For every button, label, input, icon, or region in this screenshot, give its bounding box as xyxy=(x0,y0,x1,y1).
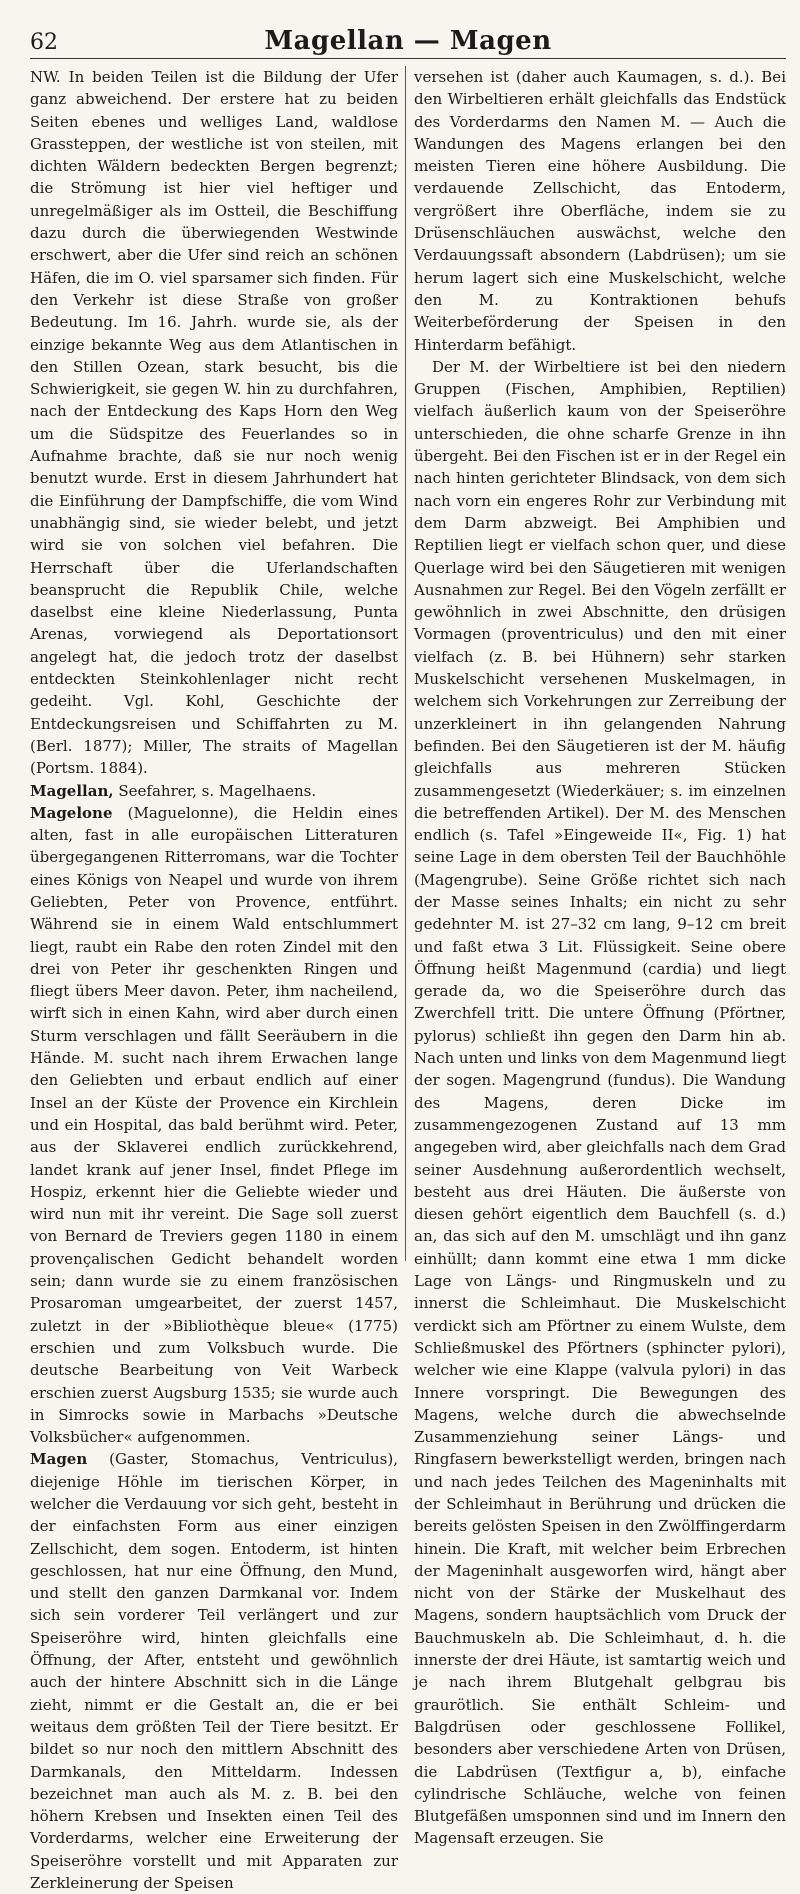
page-number: 62 xyxy=(30,30,58,55)
headword-magen: Magen xyxy=(30,1450,88,1469)
entry-magen xyxy=(30,1448,398,1894)
continued-paragraph: NW. In beiden Teilen ist die Bildung der Ufer ganz abweichend. Der erstere hat zu beiden Seiten ebenes und welliges Land, waldlose Grassteppen, der westliche ist von steilen, mit dichten Wäldern bedeckten Bergen begrenzt; die Strömung ist hier viel heftiger und unregelmäßiger als im Ostteil, die Beschiffung dazu durch die überwiegenden Westwinde erschwert, aber die Ufer sind reich an schönen Häfen, die im O. viel sparsamer sich finden. Für den Verkehr ist diese Straße von großer Bedeutung. Im 16. Jahrh. wurde sie, als der einzige bekannte Weg aus dem Atlantischen in den Stillen Ozean, stark besucht, bis die Schwierigkeit, sie gegen W. hin zu durchfahren, nach der Entdeckung des Kaps Horn den Weg um die Südspitze des Feuerlandes so in Aufnahme brachte, daß sie nur noch wenig benutzt wurde. Erst in diesem Jahrhundert hat die Einführung der Dampfschiffe, die vom Wind unabhängig sind, sie wieder belebt, und jetzt wird sie von solchen viel befahren. Die Herrschaft über die Uferlandschaften beansprucht die Republik Chile, welche daselbst eine kleine Niederlassung, Punta Arenas, vorwiegend als Deportationsort angelegt hat, die jedoch trotz der daselbst entdeckten Steinkohlenlager nicht recht gedeiht. Vgl. Kohl, Geschichte der Entdeckungsreisen und Schiffahrten zu M. (Berl. 1877); Miller, The straits of Magellan (Portsm. 1884). xyxy=(30,68,398,778)
entry-text-magellan: Seefahrer, s. Magelhaens. xyxy=(113,781,317,800)
running-head: Magellan — Magen xyxy=(264,26,552,56)
entry-text-magelone: (Maguelonne), die Heldin eines alten, fast in alle europäischen Litteraturen übergegangenen Ritterromans, war die Tochter eines Königs von Neapel und wurde von ihrem Geliebten, Peter von Provence, entführt. Während sie in einem Wald entschlummert liegt, raubt ein Rabe den roten Zindel mit den drei von Peter ihr geschenkten Ringen und fliegt übers Meer davon. Peter, ihm nacheilend, wirft sich in einen Kahn, wird aber durch einen Sturm verschlagen und fällt Seeräubern in die Hände. M. sucht nach ihrem Erwachen lange den Geliebten und erbaut endlich auf einer Insel an der Küste der Provence ein Kirchlein und ein Hospital, das bald berühmt wird. Peter, aus der Sklaverei endlich zurückkehrend, landet krank auf jener Insel, findet Pflege im Hospiz, erkennt hier die Geliebte wieder und wird nun mit ihr vereint. Die Sage soll zuerst von Bernard de Treviers gegen 1180 in einem provençalischen Gedicht behandelt worden sein; dann wurde sie zu einem französischen Prosaroman umgearbeitet, der zuerst 1457, zuletzt in der »Bibliothèque bleue« (1775) erschien und zum Volksbuch wurde. Die deutsche Bearbeitung von Veit Warbeck erschien zuerst Augsburg 1535; sie wurde auch in Simrocks sowie in Marbachs »Deutsche Volksbücher« aufgenommen. xyxy=(30,803,398,1447)
headword-magelone: Magelone xyxy=(30,803,113,822)
entry-magelone xyxy=(30,802,398,1449)
left-column xyxy=(30,66,398,1893)
page-header xyxy=(30,18,786,59)
column-divider xyxy=(405,66,406,1261)
entry-magellan xyxy=(30,780,398,802)
entry-text-magen: (Gaster, Stomachus, Ventriculus), diejenige Höhle im tierischen Körper, in welcher die Verdauung vor sich geht, besteht in der einfachsten Form aus einer einzigen Zellschicht, dem sogen. Entoderm, ist hinten geschlossen, hat nur eine Öffnung, den Mund, und stellt den ganzen Darmkanal vor. Indem sich sein vorderer Teil verlängert und zur Speiseröhre wird, hinten gleichfalls eine Öffnung, der After, entsteht und gewöhnlich auch der hintere Abschnitt sich in die Länge zieht, nimmt er die Gestalt an, die er bei weitaus dem größten Teil der Tiere besitzt. Er bildet so nur noch den mittlern Abschnitt des Darmkanals, den Mitteldarm. Indessen bezeichnet man auch als M. z. B. bei den höhern Krebsen und Insekten einen Teil des Vorderdarms, welcher eine Erweiterung der Speiseröhre vorstellt und mit Apparaten zur Zerkleinerung der Speisen xyxy=(30,1450,398,1893)
right-column xyxy=(414,66,786,1848)
headword-magellan: Magellan, xyxy=(30,781,114,800)
paragraph-wirbeltiere: Der M. der Wirbeltiere ist bei den niedern Gruppen (Fischen, Amphibien, Reptilien) vielfach äußerlich kaum von der Speiseröhre unterschieden, die ohne scharfe Grenze in ihn übergeht. Bei den Fischen ist er in der Regel ein nach hinten gerichteter Blindsack, von dem sich nach vorn ein engeres Rohr zur Verbindung mit dem Darm abzweigt. Bei Amphibien und Reptilien liegt er vielfach schon quer, und diese Querlage wird bei den Säugetieren mit wenigen Ausnahmen zur Regel. Bei den Vögeln zerfällt er gewöhnlich in zwei Abschnitte, den drüsigen Vormagen (proventriculus) und den mit einer vielfach (z. B. bei Hühnern) sehr starken Muskelschicht versehenen Muskelmagen, in welchem sich Vorkehrungen zur Zerreibung der unzerkleinert in ihn gelangenden Nahrung befinden. Bei den Säugetieren ist der M. häufig gleichfalls aus mehreren Stücken zusammengesetzt (Wiederkäuer; s. im einzelnen die betreffenden Artikel). Der M. des Menschen endlich (s. Tafel »Eingeweide II«, Fig. 1) hat seine Lage in dem obersten Teil der Bauchhöhle (Magengrube). Seine Größe richtet sich nach der Masse seines Inhalts; ein nicht zu sehr gedehnter M. ist 27–32 cm lang, 9–12 cm breit und faßt etwa 3 Lit. Flüssigkeit. Seine obere Öffnung heißt Magenmund (cardia) und liegt gerade da, wo die Speiseröhre durch das Zwerchfell tritt. Die untere Öffnung (Pförtner, pylorus) schließt ihn gegen den Darm hin ab. Nach unten und links von dem Magenmund liegt der sogen. Magengrund (fundus). Die Wandung des Magens, deren Dicke im zusammengezogenen Zustand auf 13 mm angegeben wird, aber gleichfalls nach dem Grad seiner Ausdehnung außerordentlich wechselt, besteht aus drei Häuten. Die äußerste von diesen gehört eigentlich dem Bauchfell (s. d.) an, das sich auf den M. umschlägt und ihn ganz einhüllt; dann kommt eine etwa 1 mm dicke Lage von Längs- und Ringmuskeln und zu innerst die Schleimhaut. Die Muskelschicht verdickt sich am Pförtner zu einem Wulste, dem Schließmuskel des Pförtners (sphincter pylori), welcher wie eine Klappe (valvula pylori) in das Innere vorspringt. Die Bewegungen des Magens, welche durch die abwechselnde Zusammenziehung seiner Längs- und Ringfasern bewerkstelligt werden, bringen nach und nach jedes Teilchen des Mageninhalts mit der Schleimhaut in Berührung und drücken die bereits gelösten Speisen in den Zwölffingerdarm hinein. Die Kraft, mit welcher beim Erbrechen der Mageninhalt ausgeworfen wird, hängt aber nicht von der Stärke der Muskelhaut des Magens, sondern hauptsächlich vom Druck der Bauchmuskeln ab. Die Schleimhaut, d. h. die innerste der drei Häute, ist samtartig weich und je nach ihrem Blutgehalt gelbgrau bis graurötlich. Sie enthält Schleim- und Balgdrüsen oder geschlossene Follikel, besonders aber verschiedene Arten von Drüsen, die Labdrüsen (Textfigur a, b), einfache cylindrische Schläuche, welche von feinen Blutgefäßen umsponnen sind und im Innern den Magensaft erzeugen. Sie xyxy=(414,357,786,1848)
paragraph-magen-continued: versehen ist (daher auch Kaumagen, s. d.). Bei den Wirbeltieren erhält gleichfalls das Endstück des Vorderdarms den Namen M. — Auch die Wandungen des Magens erlangen bei den meisten Tieren eine höhere Ausbildung. Die verdauende Zellschicht, das Entoderm, vergrößert ihre Oberfläche, indem sie zu Drüsenschläuchen auswächst, welche den Verdauungssaft absondern (Labdrüsen); um sie herum lagert sich eine Muskelschicht, welche den M. zu Kontraktionen behufs Weiterbeförderung der Speisen in den Hinterdarm befähigt. xyxy=(414,68,786,354)
